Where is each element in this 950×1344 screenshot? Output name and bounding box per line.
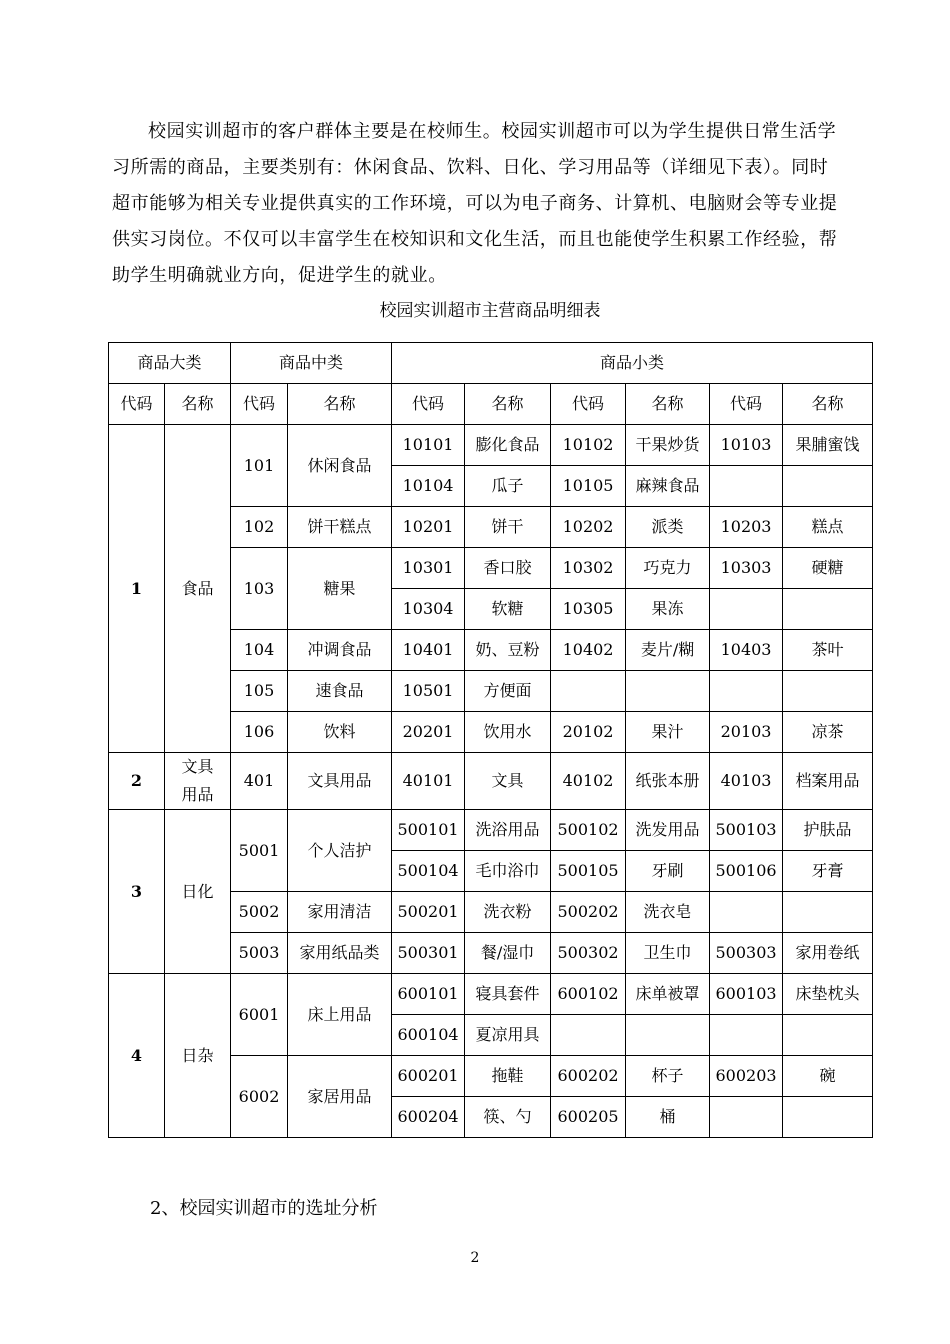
minor-category-code [710,589,783,630]
minor-category-code: 10201 [392,507,465,548]
middle-category-code: 105 [231,671,288,712]
major-category-code: 2 [109,753,165,810]
minor-category-name: 拖鞋 [465,1056,551,1097]
minor-category-code [710,466,783,507]
intro-paragraph: 校园实训超市的客户群体主要是在校师生。校园实训超市可以为学生提供日常生活学习所需的商品，主要类别有：休闲食品、饮料、日化、学习用品等（详细见下表）。同时超市能够为相关专业提供真实的工作环境，可以为电子商务、计算机、电脑财会等专业提供实习岗位。不仅可以丰富学生在校知识和文化生活，而且也能使学生积累工作经验，帮助学生明确就业方向，促进学生的就业。 [112,121,838,286]
middle-category-code: 103 [231,548,288,630]
minor-category-code: 500303 [710,933,783,974]
middle-category-name: 糖果 [288,548,392,630]
middle-category-code: 106 [231,712,288,753]
minor-category-code [710,892,783,933]
table-row [109,753,873,810]
minor-category-code: 20103 [710,712,783,753]
minor-category-name: 奶、豆粉 [465,630,551,671]
middle-category-name: 床上用品 [288,974,392,1056]
minor-category-name: 寝具套件 [465,974,551,1015]
minor-category-code: 10401 [392,630,465,671]
middle-category-code: 5002 [231,892,288,933]
minor-category-name: 巧克力 [626,548,710,589]
middle-category-name: 家用纸品类 [288,933,392,974]
middle-category-name: 文具用品 [288,753,392,810]
minor-category-code: 40103 [710,753,783,810]
header-major-category: 商品大类 [109,343,231,384]
minor-category-name: 凉茶 [783,712,873,753]
middle-category-code: 102 [231,507,288,548]
minor-category-code: 600204 [392,1097,465,1138]
minor-category-name [783,1097,873,1138]
subheader-cell: 名称 [165,384,231,425]
minor-category-name [626,671,710,712]
minor-category-name: 洗发用品 [626,810,710,851]
minor-category-name [783,1015,873,1056]
middle-category-code: 401 [231,753,288,810]
minor-category-code: 20201 [392,712,465,753]
major-category-name: 文具用品 [165,753,231,810]
minor-category-name: 夏凉用具 [465,1015,551,1056]
minor-category-code: 10105 [551,466,626,507]
minor-category-code: 10202 [551,507,626,548]
major-category-name: 日化 [165,810,231,974]
minor-category-code: 10402 [551,630,626,671]
subheader-cell: 名称 [626,384,710,425]
table-row [109,425,873,466]
minor-category-code [551,671,626,712]
header-minor-category: 商品小类 [392,343,873,384]
minor-category-code: 10104 [392,466,465,507]
minor-category-code: 10301 [392,548,465,589]
minor-category-code: 500106 [710,851,783,892]
middle-category-name: 冲调食品 [288,630,392,671]
minor-category-name: 文具 [465,753,551,810]
minor-category-name: 软糖 [465,589,551,630]
subheader-cell: 代码 [551,384,626,425]
minor-category-code: 600101 [392,974,465,1015]
subheader-cell: 名称 [783,384,873,425]
minor-category-name: 瓜子 [465,466,551,507]
minor-category-code [710,1015,783,1056]
table-row [109,810,873,851]
major-category-code: 3 [109,810,165,974]
minor-category-code: 10203 [710,507,783,548]
minor-category-name: 干果炒货 [626,425,710,466]
middle-category-name: 速食品 [288,671,392,712]
middle-category-code: 6002 [231,1056,288,1138]
middle-category-name: 家用清洁 [288,892,392,933]
minor-category-name [783,589,873,630]
minor-category-code: 600102 [551,974,626,1015]
minor-category-code: 20102 [551,712,626,753]
minor-category-code: 500103 [710,810,783,851]
table-title: 校园实训超市主营商品明细表 [379,301,601,321]
minor-category-name: 香口胶 [465,548,551,589]
minor-category-name: 麻辣食品 [626,466,710,507]
minor-category-name: 果脯蜜饯 [783,425,873,466]
minor-category-code: 10102 [551,425,626,466]
minor-category-name: 纸张本册 [626,753,710,810]
minor-category-code [710,1097,783,1138]
minor-category-code: 10302 [551,548,626,589]
minor-category-name: 牙膏 [783,851,873,892]
subheader-cell: 代码 [109,384,165,425]
minor-category-code [551,1015,626,1056]
header-middle-category: 商品中类 [231,343,392,384]
minor-category-code: 600103 [710,974,783,1015]
minor-category-name: 方便面 [465,671,551,712]
middle-category-code: 104 [231,630,288,671]
subheader-cell: 代码 [392,384,465,425]
middle-category-name: 个人洁护 [288,810,392,892]
minor-category-name: 餐/湿巾 [465,933,551,974]
minor-category-code: 600205 [551,1097,626,1138]
minor-category-name: 档案用品 [783,753,873,810]
minor-category-code: 10103 [710,425,783,466]
middle-category-name: 饼干糕点 [288,507,392,548]
middle-category-code: 101 [231,425,288,507]
minor-category-code: 500302 [551,933,626,974]
minor-category-name: 派类 [626,507,710,548]
major-category-code: 1 [109,425,165,753]
minor-category-name: 筷、勺 [465,1097,551,1138]
minor-category-code: 500102 [551,810,626,851]
minor-category-code: 10101 [392,425,465,466]
minor-category-code: 10501 [392,671,465,712]
major-category-code: 4 [109,974,165,1138]
minor-category-name [783,892,873,933]
minor-category-code: 10304 [392,589,465,630]
subheader-row [109,384,873,425]
minor-category-name: 硬糖 [783,548,873,589]
minor-category-name: 果冻 [626,589,710,630]
minor-category-code: 600203 [710,1056,783,1097]
middle-category-code: 6001 [231,974,288,1056]
middle-category-name: 休闲食品 [288,425,392,507]
minor-category-code: 500105 [551,851,626,892]
minor-category-code: 40102 [551,753,626,810]
minor-category-code: 500301 [392,933,465,974]
minor-category-name: 床单被罩 [626,974,710,1015]
minor-category-name [626,1015,710,1056]
minor-category-name: 洗浴用品 [465,810,551,851]
minor-category-name: 膨化食品 [465,425,551,466]
minor-category-code: 500202 [551,892,626,933]
minor-category-name: 杯子 [626,1056,710,1097]
minor-category-name: 桶 [626,1097,710,1138]
minor-category-code: 600202 [551,1056,626,1097]
middle-category-name: 饮料 [288,712,392,753]
minor-category-name: 碗 [783,1056,873,1097]
major-category-name: 食品 [165,425,231,753]
minor-category-name: 家用卷纸 [783,933,873,974]
minor-category-name: 茶叶 [783,630,873,671]
minor-category-code: 500101 [392,810,465,851]
middle-category-code: 5001 [231,810,288,892]
major-category-name: 日杂 [165,974,231,1138]
header-group-row [109,343,873,384]
subheader-cell: 代码 [710,384,783,425]
page-number: 2 [470,1250,480,1266]
minor-category-code: 600104 [392,1015,465,1056]
minor-category-name: 饮用水 [465,712,551,753]
goods-table [108,342,873,1138]
minor-category-name: 洗衣粉 [465,892,551,933]
goods-table-body [109,425,873,1138]
minor-category-name: 糕点 [783,507,873,548]
minor-category-code: 10305 [551,589,626,630]
minor-category-name: 护肤品 [783,810,873,851]
minor-category-code: 40101 [392,753,465,810]
section-heading: 2、校园实训超市的选址分析 [150,1198,378,1219]
minor-category-name: 毛巾浴巾 [465,851,551,892]
minor-category-code: 500201 [392,892,465,933]
minor-category-name: 床垫枕头 [783,974,873,1015]
subheader-cell: 代码 [231,384,288,425]
table-row [109,974,873,1015]
subheader-cell: 名称 [465,384,551,425]
minor-category-code [710,671,783,712]
middle-category-code: 5003 [231,933,288,974]
minor-category-name [783,466,873,507]
minor-category-name: 牙刷 [626,851,710,892]
minor-category-name: 卫生巾 [626,933,710,974]
subheader-cell: 名称 [288,384,392,425]
minor-category-name: 麦片/糊 [626,630,710,671]
minor-category-name: 洗衣皂 [626,892,710,933]
minor-category-code: 500104 [392,851,465,892]
minor-category-name: 果汁 [626,712,710,753]
minor-category-name: 饼干 [465,507,551,548]
middle-category-name: 家居用品 [288,1056,392,1138]
minor-category-code: 600201 [392,1056,465,1097]
minor-category-name [783,671,873,712]
minor-category-code: 10403 [710,630,783,671]
minor-category-code: 10303 [710,548,783,589]
